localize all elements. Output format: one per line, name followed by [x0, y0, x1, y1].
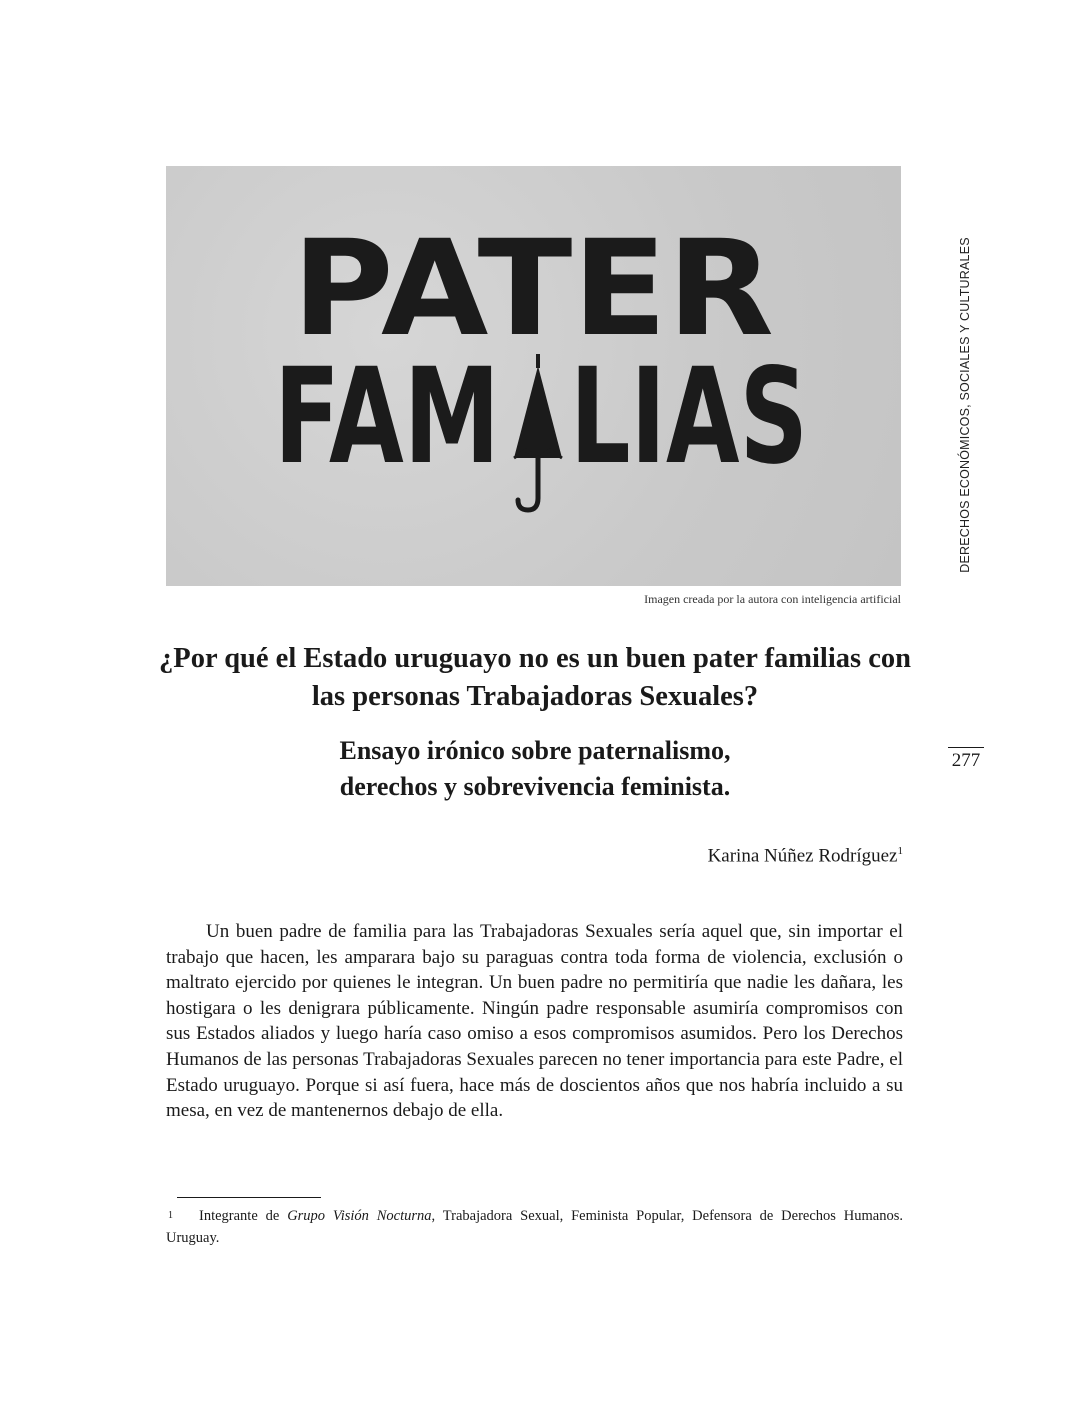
umbrella-icon: [514, 354, 562, 510]
footnote-prefix: Integrante de: [199, 1208, 288, 1224]
running-head: [953, 237, 977, 573]
footnote-group-name: Grupo Visión Nocturna: [287, 1208, 432, 1224]
author-name-text: Karina Núñez Rodríguez: [707, 845, 898, 867]
footnote-number: 1: [168, 1210, 173, 1221]
article-subtitle: [150, 733, 920, 805]
author-name: [708, 845, 903, 867]
footnote-suffix: , Trabajadora Sexual, Feminista Popular, Defensora de Derechos Humanos. Uruguay.: [166, 1208, 903, 1246]
body-paragraph: Un buen padre de familia para las Trabajadoras Sexuales sería aquel que, sin importar el trabajo que hacen, les amparara bajo su paraguas contra toda forma de violencia, exclusión o maltrato ejercido por quienes le integran. Un buen padre no permitiría que nadie les dañara, les hostigara o les denigrara públicamente. Ningún padre responsable asumiría compromisos con sus Estados aliados y luego haría caso omiso a esos compromisos asumidos. Pero los Derechos Humanos de las personas Trabajadoras Sexuales parecen no tener importancia para este Padre, el Estado uruguayo. Porque si así fuera, hace más de doscientos años que nos habría incluido a su mesa, en vez de mantenernos debajo de ella.: [166, 921, 903, 1122]
artwork-word-pater: PATER: [292, 212, 774, 366]
running-head-text: DERECHOS ECONÓMICOS, SOCIALES Y CULTURALES: [958, 237, 972, 573]
footnote: [166, 1205, 903, 1249]
footnote-reference[interactable]: 1: [897, 845, 903, 857]
page-number: 277: [951, 750, 981, 771]
article-title: ¿Por qué el Estado uruguayo no es un buen pater familias con las personas Trabajadoras Sexuales?: [159, 643, 911, 712]
artwork-word-fam: FAM: [274, 340, 500, 494]
footnote-divider: [177, 1197, 321, 1198]
hero-image: [166, 166, 901, 586]
subtitle-line-2: derechos y sobrevivencia feminista.: [339, 772, 731, 801]
figure-caption: Imagen creada por la autora con inteligencia artificial: [644, 592, 901, 606]
artwork-word-lias: LIAS: [570, 340, 808, 494]
page-number-rule: [948, 747, 984, 748]
subtitle-line-1: Ensayo irónico sobre paternalismo,: [339, 736, 731, 765]
pater-familias-artwork: [166, 166, 901, 586]
